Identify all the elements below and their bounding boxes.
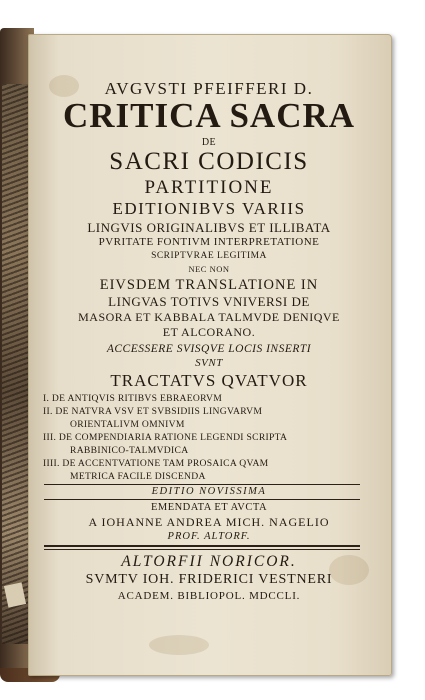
divider-rule [44,499,360,500]
main-title: CRITICA SACRA [62,96,356,135]
author-line: AVGVSTI PFEIFFERI D. [104,79,314,98]
linguis-line: LINGVIS ORIGINALIBVS ET ILLIBATA [87,220,331,235]
treatise-item-continuation: METRICA FACILE DISCENDA [70,471,206,482]
de-line: DE [201,137,217,148]
treatise-item-continuation: RABBINICO-TALMVDICA [70,445,189,456]
tractatus-line: TRACTATVS QVATVOR [110,371,308,390]
double-rule [44,549,360,550]
treatise-item: II. DE NATVRA VSV ET SVBSIDIIS LINGVARVM [43,406,263,417]
sunt-line: SVNT [195,357,223,369]
linguas-line: LINGVAS TOTIVS VNIVERSI DE [108,294,310,309]
alcorano-line: ET ALCORANO. [162,325,256,339]
partitione-line: PARTITIONE [144,177,274,198]
eiusdem-line: EIVSDEM TRANSLATIONE IN [99,277,319,293]
editionibus-line: EDITIONIBVS VARIIS [112,199,306,218]
prof-line: PROF. ALTORF. [167,531,251,542]
editor-line: A IOHANNE ANDREA MICH. NAGELIO [88,515,330,529]
imprint-place: ALTORFII NORICOR. [121,553,297,570]
foxing-spot [149,635,209,655]
accessere-line: ACCESSERE SVISQVE LOCIS INSERTI [106,343,312,355]
scripturae-line: SCRIPTVRAE LEGITIMA [151,251,267,261]
double-rule [44,545,360,547]
puritate-line: PVRITATE FONTIVM INTERPRETATIONE [98,236,320,248]
treatise-item: III. DE COMPENDIARIA RATIONE LEGENDI SCRIPTA [43,432,288,443]
divider-rule [44,484,360,485]
codicis-line: SACRI CODICIS [109,148,309,175]
imprint-publisher: SVMTV IOH. FRIDERICI VESTNERI [85,572,333,587]
treatise-item: IIII. DE ACCENTVATIONE TAM PROSAICA QVAM [43,458,269,469]
masora-line: MASORA ET KABBALA TALMVDE DENIQVE [78,310,340,324]
treatise-item-continuation: ORIENTALIVM OMNIVM [70,419,185,430]
emendata-line: EMENDATA ET AVCTA [150,502,268,513]
treatise-item: I. DE ANTIQVIS RITIBVS EBRAEORVM [43,393,223,404]
frontispiece-engraving [2,84,29,644]
nec-non-line: NEC NON [188,264,230,274]
editio-line: EDITIO NOVISSIMA [151,486,267,497]
imprint-date: ACADEM. BIBLIOPOL. MDCCLI. [117,590,301,602]
